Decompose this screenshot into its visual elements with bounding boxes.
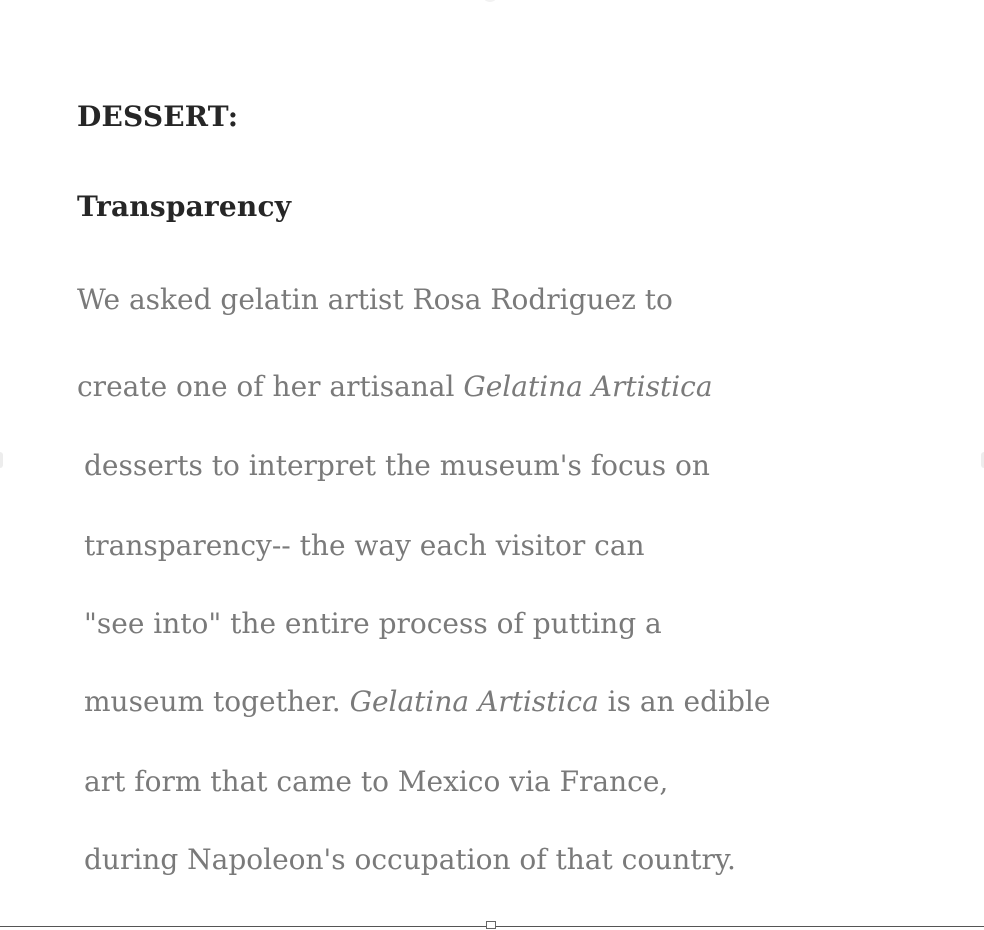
body-line-5: "see into" the entire process of putting a: [84, 607, 662, 640]
resize-handle[interactable]: [486, 921, 496, 929]
body-line-1: We asked gelatin artist Rosa Rodriguez to: [77, 283, 673, 316]
left-margin-marker: [0, 452, 3, 468]
body-line-6-text: museum together.: [84, 685, 350, 718]
dish-title: Transparency: [77, 190, 292, 223]
page-top-marker: [482, 0, 498, 2]
body-line-3: desserts to interpret the museum's focus on: [84, 449, 710, 482]
body-line-8: during Napoleon's occupation of that country.: [84, 843, 736, 876]
body-line-2: [77, 370, 713, 404]
body-line-2-italic: Gelatina Artistica: [463, 370, 713, 403]
body-line-7: art form that came to Mexico via France,: [84, 765, 669, 798]
section-heading: DESSERT:: [77, 100, 239, 133]
body-line-6: [84, 685, 770, 719]
body-line-4: transparency-- the way each visitor can: [84, 529, 645, 562]
body-line-2-text: create one of her artisanal: [77, 370, 464, 403]
body-line-6-italic: Gelatina Artistica: [349, 685, 599, 718]
body-line-6-tail: is an edible: [598, 685, 771, 718]
